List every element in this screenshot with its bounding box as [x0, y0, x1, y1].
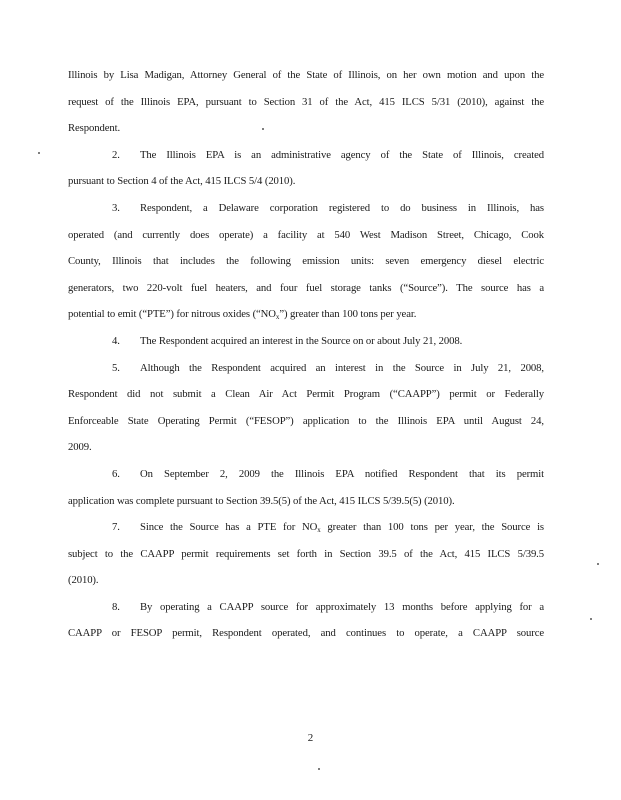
paragraph-5-line-2: Respondent did not submit a Clean Air Act Permit Program (“CAAPP”) permit or Federally — [68, 388, 544, 401]
paragraph-3-line-4: generators, two 220-volt fuel heaters, and four fuel storage tanks (“Source”). The source has a — [68, 281, 544, 294]
scan-speck — [262, 128, 264, 130]
paragraph-number: 5. — [112, 361, 120, 374]
paragraph-5-line-4: 2009. — [68, 441, 92, 454]
paragraph-2-line-2: pursuant to Section 4 of the Act, 415 ILCS 5/4 (2010). — [68, 175, 296, 188]
paragraph-8-line-1: 8. By operating a CAAPP source for approximately 13 months before applying for a — [68, 594, 544, 621]
paragraph-3-line-1: 3. Respondent, a Delaware corporation registered to do business in Illinois, has — [68, 195, 544, 222]
paragraph-7-line-1: 7. Since the Source has a PTE for $NO_x$ greater than 100 tons per year, the Source is — [68, 514, 544, 541]
paragraph-number: 8. — [112, 600, 120, 613]
paragraph-number: 2. — [112, 148, 120, 161]
scan-speck — [318, 768, 320, 770]
intro-line-2: request of the Illinois EPA, pursuant to Section 31 of the Act, 415 ILCS 5/31 (2010), against the — [68, 95, 544, 108]
paragraph-7-line-2: subject to the CAAPP permit requirements set forth in Section 39.5 of the Act, 415 ILCS 5/39.5 — [68, 547, 544, 560]
paragraph-number: 4. — [112, 334, 120, 347]
scan-speck — [597, 563, 599, 565]
body-text — [68, 62, 544, 647]
paragraph-7-line-3: (2010). — [68, 574, 99, 587]
paragraph-5-line-3: Enforceable State Operating Permit (“FESOP”) application to the Illinois EPA until August 24, — [68, 414, 544, 427]
scan-speck — [38, 152, 40, 154]
paragraph-3-line-3: County, Illinois that includes the following emission units: seven emergency diesel electric — [68, 255, 544, 268]
page-number: 2 — [307, 732, 314, 744]
paragraph-6-line-1: 6. On September 2, 2009 the Illinois EPA notified Respondent that its permit — [68, 461, 544, 488]
paragraph-8-line-2: CAAPP or FESOP permit, Respondent operated, and continues to operate, a CAAPP source — [68, 627, 544, 640]
paragraph-number: 3. — [112, 201, 120, 214]
scan-speck — [590, 618, 592, 620]
paragraph-2-line-1: 2. The Illinois EPA is an administrative agency of the State of Illinois, created — [68, 142, 544, 169]
paragraph-number: 7. — [112, 521, 120, 534]
paragraph-5-line-1: 5. Although the Respondent acquired an interest in the Source in July 21, 2008, — [68, 355, 544, 382]
intro-line-3: Respondent. — [68, 122, 121, 135]
paragraph-6-line-2: application was complete pursuant to Section 39.5(5) of the Act, 415 ILCS 5/39.5(5) (2010). — [68, 494, 455, 507]
paragraph-number: 6. — [112, 467, 120, 480]
intro-line-1: Illinois by Lisa Madigan, Attorney General of the State of Illinois, on her own motion and upon the — [68, 69, 544, 81]
paragraph-3-line-5: potential to emit (“PTE”) for nitrous oxides $(“NO_x”)$ greater than 100 tons per year. — [68, 308, 417, 322]
paragraph-4-line-1: 4. The Respondent acquired an interest in the Source on or about July 21, 2008. — [68, 328, 544, 355]
paragraph-3-line-2: operated (and currently does operate) a facility at 540 West Madison Street, Chicago, Cook — [68, 228, 544, 241]
